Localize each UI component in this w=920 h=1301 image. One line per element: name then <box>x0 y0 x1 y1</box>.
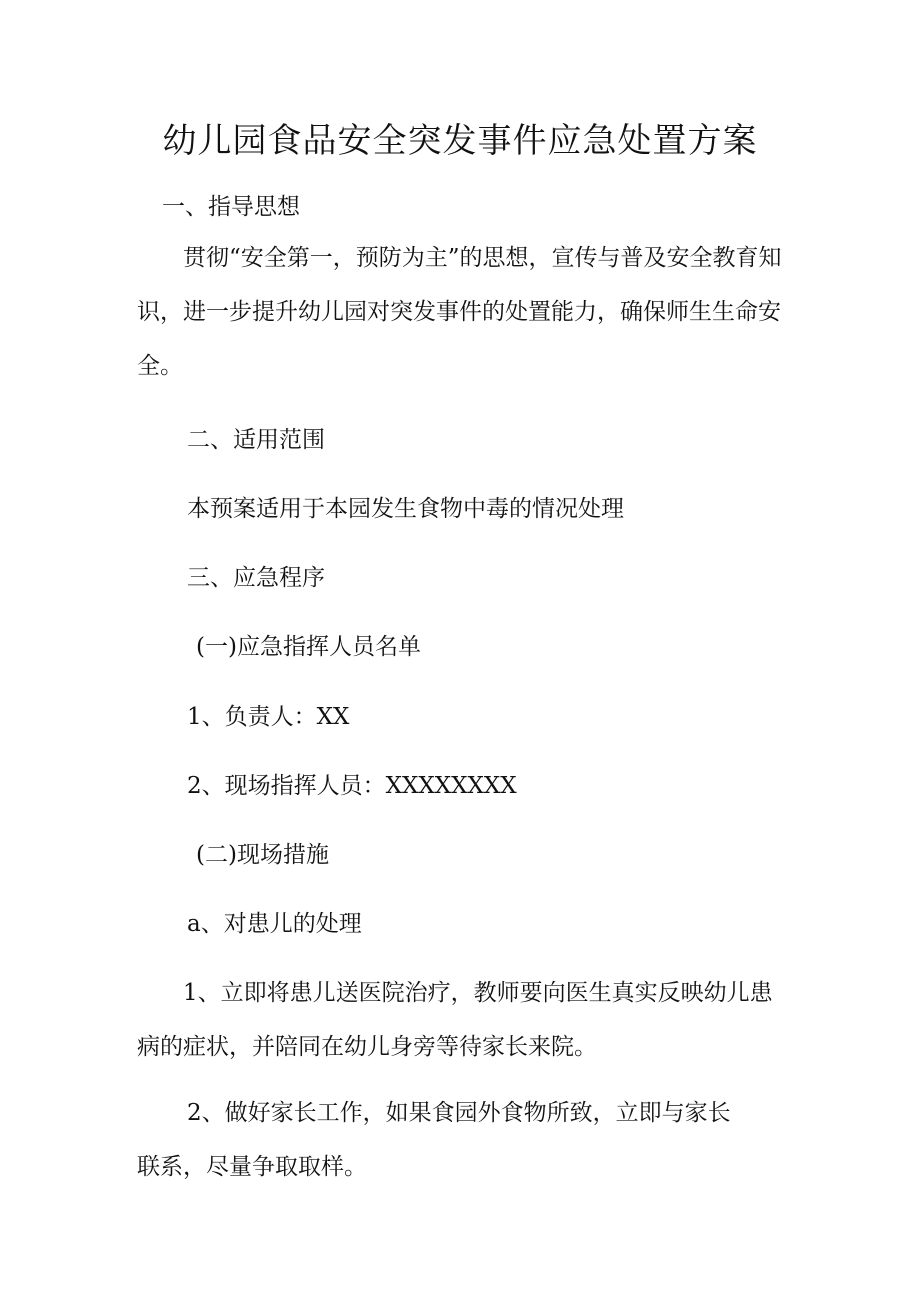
paragraph-send-to-hospital: 1、立即将患儿送医院治疗，教师要向医生真实反映幼儿患病的症状，并陪同在幼儿身旁等待家长来院。 <box>137 980 773 1060</box>
section-heading-emergency-procedure: 三、应急程序 <box>187 565 325 591</box>
section-heading-scope: 二、适用范围 <box>187 427 325 453</box>
paragraph-parent-work-line1: 2、做好家长工作，如果食园外食物所致，立即与家长 <box>187 1100 731 1126</box>
subsection-heading-command-staff: (一)应急指挥人员名单 <box>196 634 421 660</box>
section-body-guiding-ideology: 贯彻“安全第一，预防为主”的思想，宣传与普及安全教育知识，进一步提升幼儿园对突发事件的处置能力，确保师生生命安全。 <box>137 245 782 379</box>
section-body-scope: 本预案适用于本园发生食物中毒的情况处理 <box>187 496 624 522</box>
paragraph-parent-work-line2: 联系，尽量争取取样。 <box>137 1154 367 1180</box>
list-item-on-site-commander: 2、现场指挥人员：XXXXXXXX <box>187 773 517 799</box>
list-item-person-in-charge: 1、负责人：XX <box>187 704 350 730</box>
item-heading-child-treatment: a、对患儿的处理 <box>187 911 362 937</box>
document-title: 幼儿园食品安全突发事件应急处置方案 <box>162 121 758 161</box>
section-heading-guiding-ideology: 一、指导思想 <box>162 194 300 220</box>
subsection-heading-on-site-measures: (二)现场措施 <box>196 842 329 868</box>
